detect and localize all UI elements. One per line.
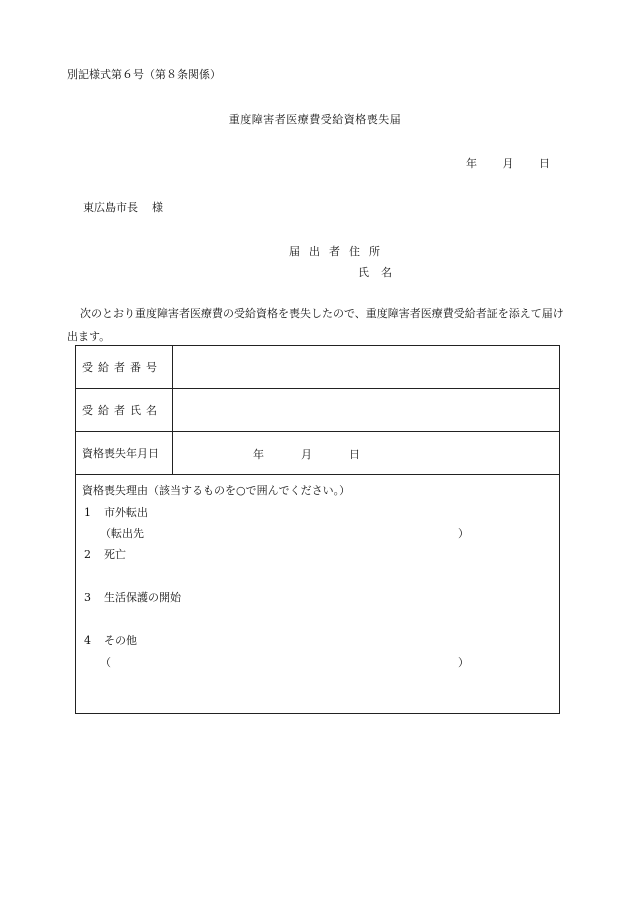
reason-number: 1 bbox=[84, 506, 91, 519]
reason-number: 3 bbox=[84, 591, 91, 604]
date-month: 月 bbox=[502, 157, 514, 170]
addressee-honorific: 様 bbox=[152, 201, 163, 214]
recipient-number-row bbox=[76, 346, 559, 389]
reason-label: 生活保護の開始 bbox=[104, 591, 181, 604]
reason-label: 死亡 bbox=[104, 548, 126, 561]
reason-item-moveout[interactable] bbox=[84, 504, 148, 520]
body-text: 次のとおり重度障害者医療費の受給資格を喪失したので、重度障害者医療費受給者証を添えて届け出ます。 bbox=[67, 307, 564, 343]
date-line bbox=[444, 155, 550, 171]
moveout-detail-open: （転出先 bbox=[100, 527, 144, 540]
notifier-name-label: 氏名 bbox=[358, 266, 404, 279]
loss-reason-section bbox=[76, 475, 559, 713]
loss-reason-heading: 資格喪失理由（該当するものを○で囲んでください。） bbox=[82, 484, 351, 497]
recipient-name-row bbox=[76, 389, 559, 432]
reason-number: 2 bbox=[84, 548, 91, 561]
recipient-number-field[interactable] bbox=[173, 346, 559, 388]
form-table bbox=[75, 345, 560, 714]
loss-date-field[interactable] bbox=[173, 432, 559, 474]
reason-item-death[interactable] bbox=[84, 546, 126, 562]
other-detail-open: （ bbox=[100, 656, 111, 669]
loss-date-label: 資格喪失年月日 bbox=[76, 432, 173, 474]
other-detail-close: ） bbox=[458, 656, 469, 669]
date-day: 日 bbox=[539, 157, 550, 170]
reason-item-welfare[interactable] bbox=[84, 589, 181, 605]
loss-date-year: 年 bbox=[253, 448, 264, 461]
loss-date-month: 月 bbox=[301, 448, 312, 461]
reason-item-other[interactable] bbox=[84, 632, 137, 648]
notifier-address-label: 届出者住所 bbox=[289, 245, 389, 258]
document-title: 重度障害者医療費受給資格喪失届 bbox=[228, 113, 402, 126]
recipient-name-field[interactable] bbox=[173, 389, 559, 431]
loss-date-row bbox=[76, 432, 559, 475]
reason-label: 市外転出 bbox=[104, 506, 148, 519]
loss-date-day: 日 bbox=[349, 448, 360, 461]
reason-label: その他 bbox=[104, 634, 137, 647]
form-id: 別記様式第６号（第８条関係） bbox=[67, 68, 221, 81]
recipient-name-label: 受給者氏名 bbox=[76, 389, 173, 431]
recipient-number-label: 受給者番号 bbox=[76, 346, 173, 388]
addressee bbox=[83, 199, 163, 215]
addressee-name: 東広島市長 bbox=[83, 201, 138, 214]
moveout-detail-close: ） bbox=[458, 527, 469, 540]
reason-number: 4 bbox=[84, 634, 91, 647]
date-year: 年 bbox=[466, 157, 477, 170]
